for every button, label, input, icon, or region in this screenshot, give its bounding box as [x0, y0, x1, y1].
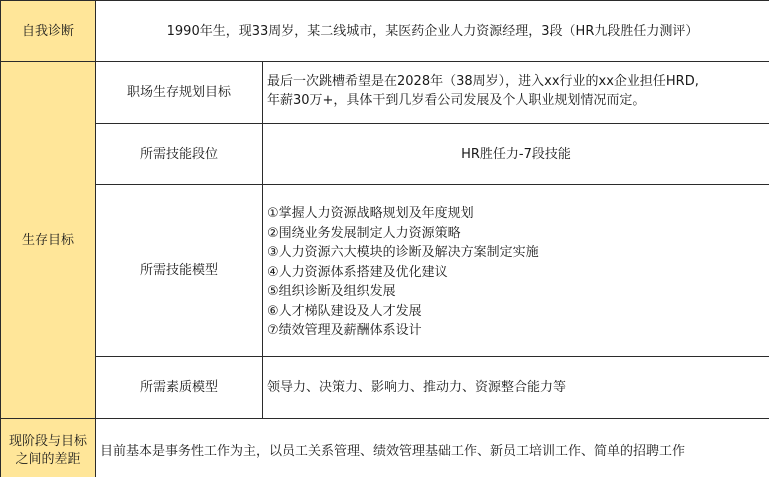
skill-model-item: ⑥人才梯队建设及人才发展: [267, 303, 422, 319]
quality-model-content: 领导力、决策力、影响力、推动力、资源整合能力等: [263, 357, 769, 419]
skill-model-item: ②围绕业务发展制定人力资源策略: [267, 225, 461, 241]
career-plan-line-2: 年薪30万+，具体干到几岁看公司发展及个人职业规划情况而定。: [267, 93, 646, 108]
gap-label-line-1: 现阶段与目标: [8, 434, 87, 449]
skill-model-item: ④人力资源体系搭建及优化建议: [267, 264, 448, 280]
quality-model-label: 所需素质模型: [96, 357, 263, 419]
skill-model-item: ①掌握人力资源战略规划及年度规划: [267, 206, 474, 221]
career-plan-label: 职场生存规划目标: [96, 62, 263, 124]
self-diagnosis-content: 1990年生，现33周岁，某二线城市，某医药企业人力资源经理，3段（HR九段胜任力测评）: [96, 0, 769, 62]
skill-level-label: 所需技能段位: [96, 124, 263, 185]
gap-label: [0, 419, 96, 477]
career-plan-content: [263, 62, 769, 124]
skill-model-label: 所需技能模型: [96, 185, 263, 357]
gap-label-line-2: 之间的差距: [15, 452, 81, 467]
career-plan-line-1: 最后一次跳槽希望是在2028年（38周岁），进入xx行业的xx企业担任HRD,: [267, 74, 699, 89]
skill-model-item: ⑤组织诊断及组织发展: [267, 284, 396, 299]
survival-goal-label: 生存目标: [0, 62, 96, 419]
skill-model-item: ③人力资源六大模块的诊断及解决方案制定实施: [267, 245, 539, 260]
skill-level-content: HR胜任力-7段技能: [263, 124, 769, 185]
self-diagnosis-label: 自我诊断: [0, 0, 96, 62]
skill-model-list: [263, 185, 769, 357]
skill-model-item: ⑦绩效管理及薪酬体系设计: [267, 323, 422, 338]
gap-content: 目前基本是事务性工作为主，以员工关系管理、绩效管理基础工作、新员工培训工作、简单的招聘工作: [96, 419, 769, 477]
